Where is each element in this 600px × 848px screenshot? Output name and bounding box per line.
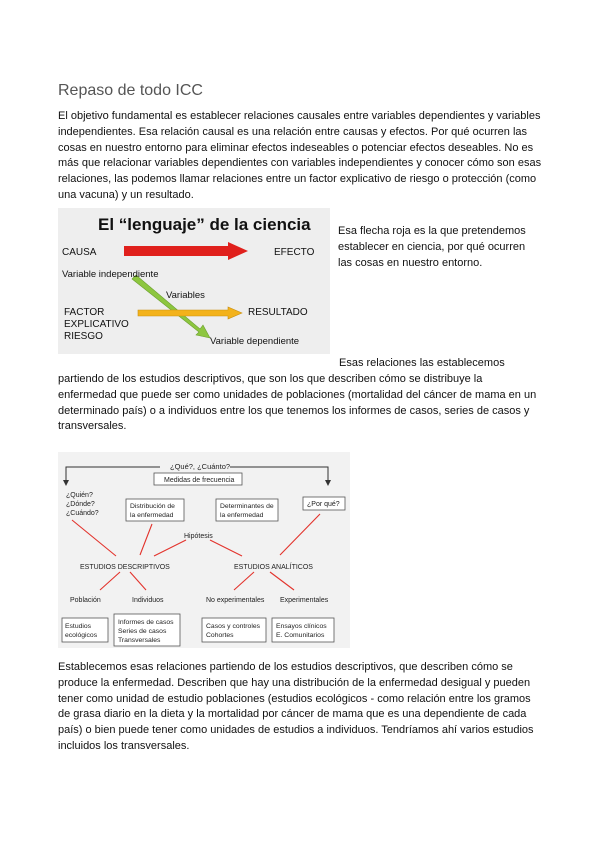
label-informes-3: Transversales bbox=[118, 637, 161, 644]
label-que-cuanto: ¿Qué?, ¿Cuánto? bbox=[170, 462, 231, 471]
label-estudios-descriptivos: ESTUDIOS DESCRIPTIVOS bbox=[80, 564, 170, 571]
label-ecologicos-2: ecológicos bbox=[65, 632, 98, 639]
label-ensayos-1: Ensayos clínicos bbox=[276, 623, 327, 630]
bracket-arrow-right bbox=[325, 480, 331, 486]
figure-title: El “lenguaje” de la ciencia bbox=[98, 215, 311, 234]
label-no-experimentales: No experimentales bbox=[206, 597, 265, 604]
paragraph-estudios-descriptivos: Establecemos esas relaciones partiendo de los estudios descriptivos, que describen cómo se produce la enfermedad. Describen que hay una distribución de la enfermedad desigual y pueden tener como unidad de estudio poblaciones (estudios ecológicos - como relación entre los gramos de grasa diario en la dieta y la mortalidad por cáncer de mama que es una dependiente de cada país) o bien puede tener como unidades de estudios a individuos. Tendríamos ahí varios estudios incluidos los transversales. bbox=[58, 661, 534, 752]
label-informes-2: Series de casos bbox=[118, 628, 167, 635]
figure-lenguaje-ciencia bbox=[58, 208, 330, 354]
label-por-que: ¿Por qué? bbox=[307, 501, 340, 508]
label-distribucion-2: la enfermedad bbox=[130, 512, 174, 519]
label-experimentales: Experimentales bbox=[280, 597, 329, 604]
label-distribucion-1: Distribución de bbox=[130, 503, 175, 510]
red-arrows bbox=[72, 514, 320, 590]
green-arrow bbox=[132, 275, 210, 338]
label-medidas: Medidas de frecuencia bbox=[164, 477, 235, 484]
label-resultado: RESULTADO bbox=[248, 307, 308, 318]
label-individuos: Individuos bbox=[132, 597, 164, 604]
label-variables: Variables bbox=[166, 290, 205, 301]
label-efecto: EFECTO bbox=[274, 247, 315, 258]
label-casos-1: Casos y controles bbox=[206, 623, 261, 630]
label-factor: FACTOR bbox=[64, 307, 105, 318]
label-ecologicos-1: Estudios bbox=[65, 623, 92, 630]
label-quien: ¿Quién? bbox=[66, 492, 93, 499]
label-ensayos-2: E. Comunitarios bbox=[276, 632, 325, 639]
label-riesgo: RIESGO bbox=[64, 331, 103, 342]
page-title: Repaso de todo ICC bbox=[58, 81, 203, 99]
label-variable-dependiente: Variable dependiente bbox=[210, 336, 300, 347]
label-determinantes-1: Determinantes de bbox=[220, 503, 274, 510]
caption-flecha-roja: Esa flecha roja es la que pretendemos establecer en ciencia, por qué ocurren las cosas en nuestro entorno. bbox=[338, 225, 526, 269]
label-donde: ¿Dónde? bbox=[66, 501, 95, 508]
figure-tipos-estudios bbox=[58, 452, 350, 648]
label-determinantes-2: la enfermedad bbox=[220, 512, 264, 519]
yellow-arrow bbox=[138, 307, 242, 319]
paragraph-relaciones: partiendo de los estudios descriptivos, que son los que describen cómo se distribuye la enfermedad que puede ser como unidades de poblaciones (mortalidad del cáncer de mama en un determinado país) o a individuos entre los que tenemos los informes de casos, series de casos y transversales. bbox=[58, 373, 537, 433]
label-informes-1: Informes de casos bbox=[118, 619, 174, 626]
label-casos-2: Cohortes bbox=[206, 632, 234, 639]
label-poblacion: Población bbox=[70, 597, 101, 604]
paragraph-objetivo: El objetivo fundamental es establecer relaciones causales entre variables dependientes y variables independientes. Esa relación causal es una relación entre causas y efectos. Por qué ocurren las cosas en nuestro entorno para eliminar efectos indeseables o potenciar efectos deseables. No es más que relacionar variables dependientes con variables independientes y conocer cómo son esas relaciones, las podemos llamar relaciones entre un factor explicativo de riesgo o protección (como una vacuna) y un resultado. bbox=[58, 110, 542, 201]
label-cuando: ¿Cuándo? bbox=[66, 510, 99, 517]
red-arrow bbox=[124, 242, 248, 260]
label-variable-independiente: Variable independiente bbox=[62, 269, 159, 280]
label-hipotesis: Hipótesis bbox=[184, 533, 213, 540]
label-explicativo: EXPLICATIVO bbox=[64, 319, 129, 330]
label-causa: CAUSA bbox=[62, 247, 97, 258]
bracket-arrow-left bbox=[63, 480, 69, 486]
label-estudios-analiticos: ESTUDIOS ANALÍTICOS bbox=[234, 564, 313, 571]
paragraph-relaciones-start: Esas relaciones las establecemos bbox=[339, 357, 505, 369]
